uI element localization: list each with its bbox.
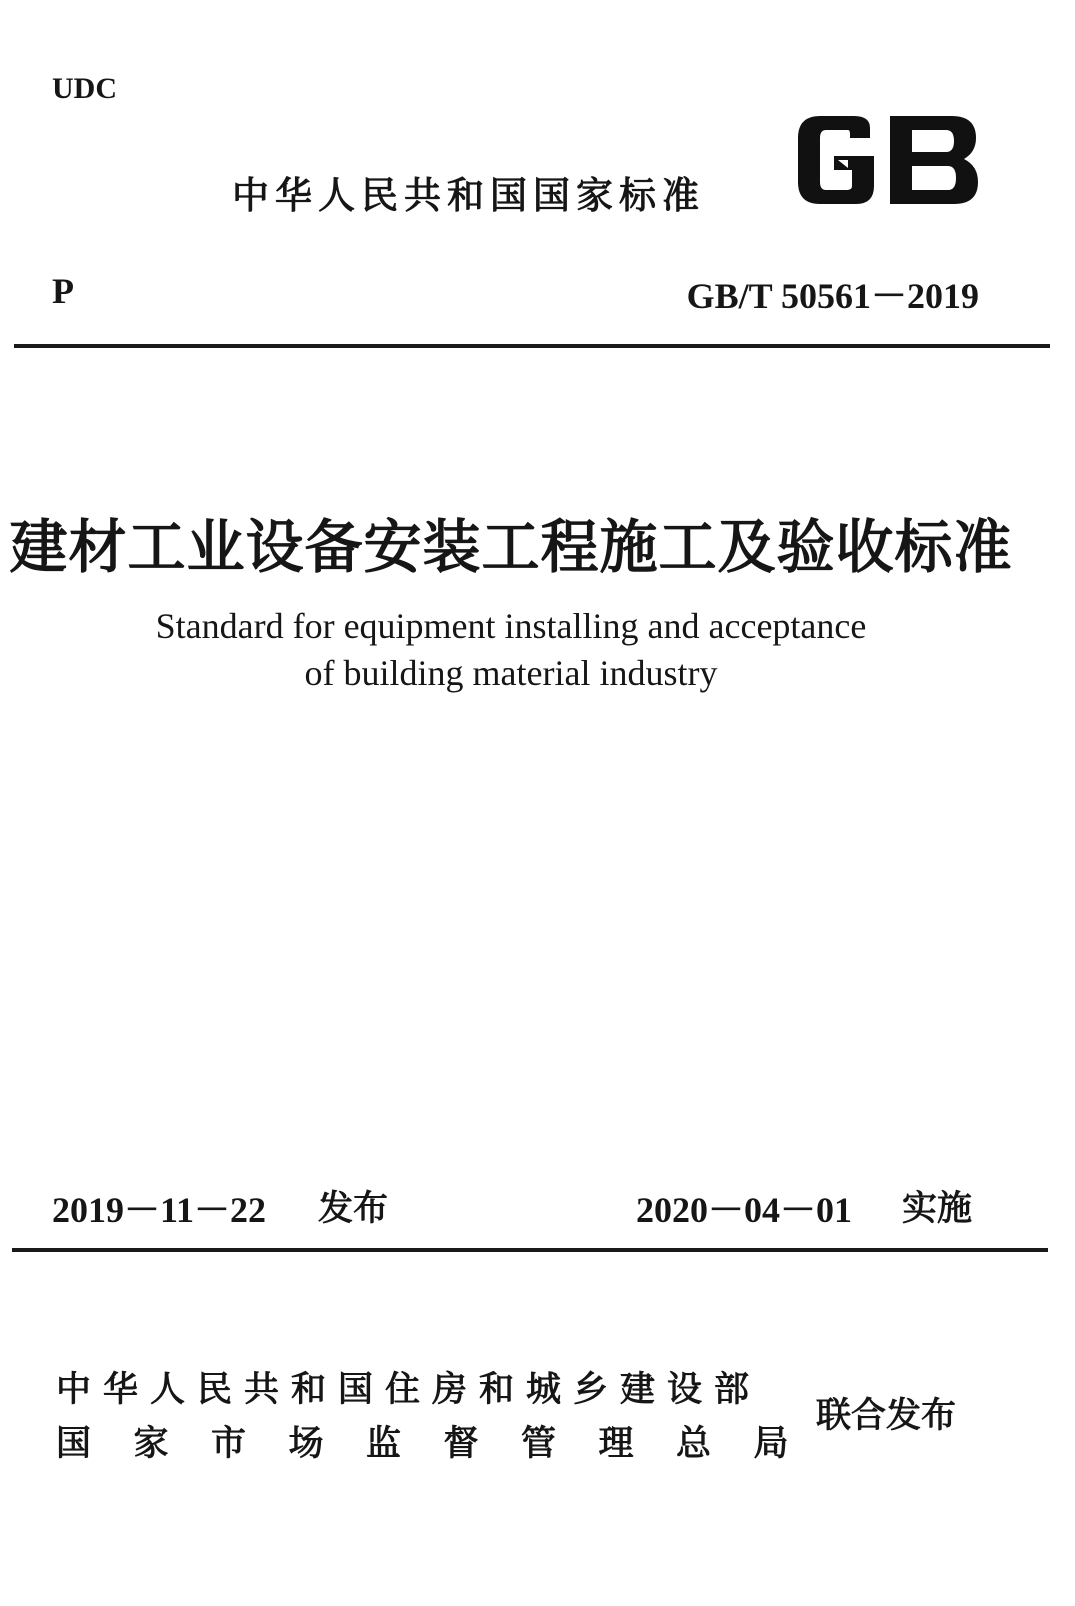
bottom-divider (12, 1248, 1048, 1252)
title-english-line1: Standard for equipment installing and acceptance (155, 606, 867, 646)
issue-date: 2019－11－22 (52, 1190, 267, 1230)
national-standard-heading: 中华人民共和国国家标准 (232, 174, 705, 217)
top-divider (14, 344, 1050, 348)
implementation-date: 2020－04－01 (636, 1190, 853, 1230)
gb-logo-icon (794, 110, 980, 210)
issue-label: 发布 (318, 1189, 389, 1229)
issuer-administration: 国家市场监督管理总局 (56, 1424, 832, 1464)
standard-number: GB/T 50561－2019 (686, 276, 979, 316)
title-english-line2: of building material industry (304, 653, 718, 693)
implementation-label: 实施 (902, 1189, 973, 1229)
udc-label: UDC (52, 72, 117, 105)
title-chinese: 建材工业设备安装工程施工及验收标准 (9, 515, 1013, 580)
classification-code: P (52, 271, 74, 311)
issuer-ministry: 中华人民共和国住房和城乡建设部 (56, 1370, 762, 1410)
joint-release-label: 联合发布 (816, 1396, 957, 1436)
